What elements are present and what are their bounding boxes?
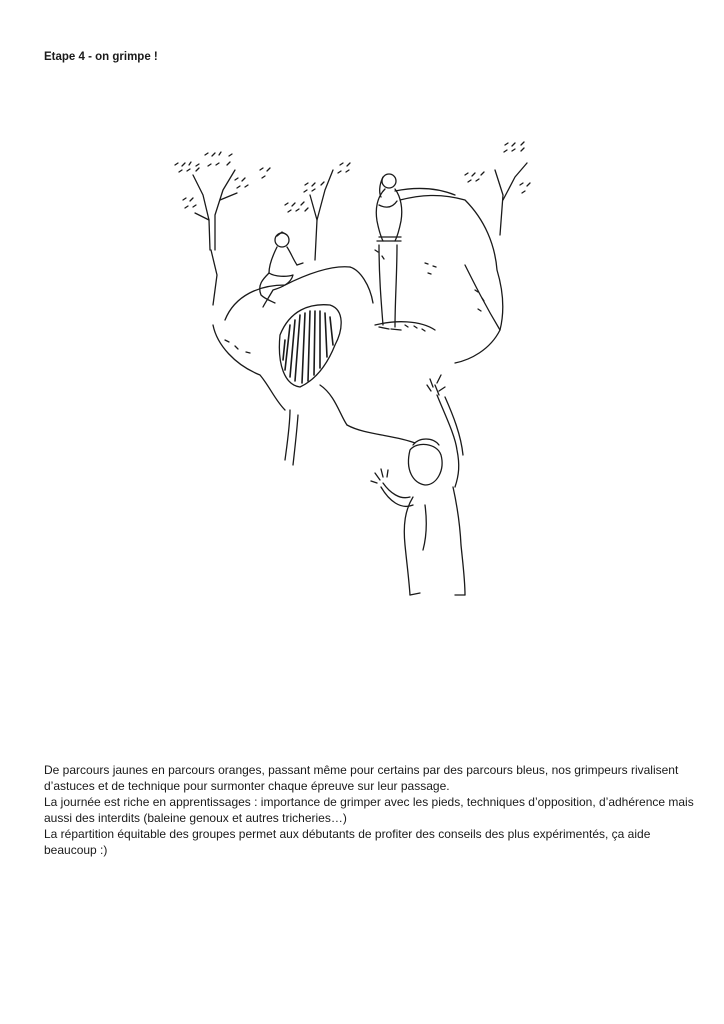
sitting-climber-icon: [260, 232, 303, 307]
article-text: [44, 762, 694, 858]
tree-right-icon: [465, 142, 530, 235]
crevice-icon: [279, 305, 341, 387]
tree-middle-icon: [260, 163, 350, 260]
climbing-sketch: [165, 125, 545, 605]
paragraph-learning: La journée est riche en apprentissages : importance de grimper avec les pieds, techniques d’opposition, d’adhérence mais aussi des interdits (baleine genoux et autres tricheries…): [44, 795, 694, 825]
paragraph-groups: La répartition équitable des groupes permet aux débutants de profiter des conseils des plus expérimentés, ça aide beaucoup :): [44, 827, 651, 857]
tree-left-icon: [175, 152, 248, 305]
belayer-icon: [371, 375, 465, 595]
rocks-icon: [213, 195, 503, 465]
climbing-sketch-icon: [165, 125, 545, 605]
paragraph-routes: De parcours jaunes en parcours oranges, passant même pour certains par des parcours bleus, nos grimpeurs rivalisent d’astuces et de technique pour surmonter chaque épreuve sur leur passage.: [44, 763, 679, 793]
page-title: Etape 4 - on grimpe !: [44, 51, 158, 63]
